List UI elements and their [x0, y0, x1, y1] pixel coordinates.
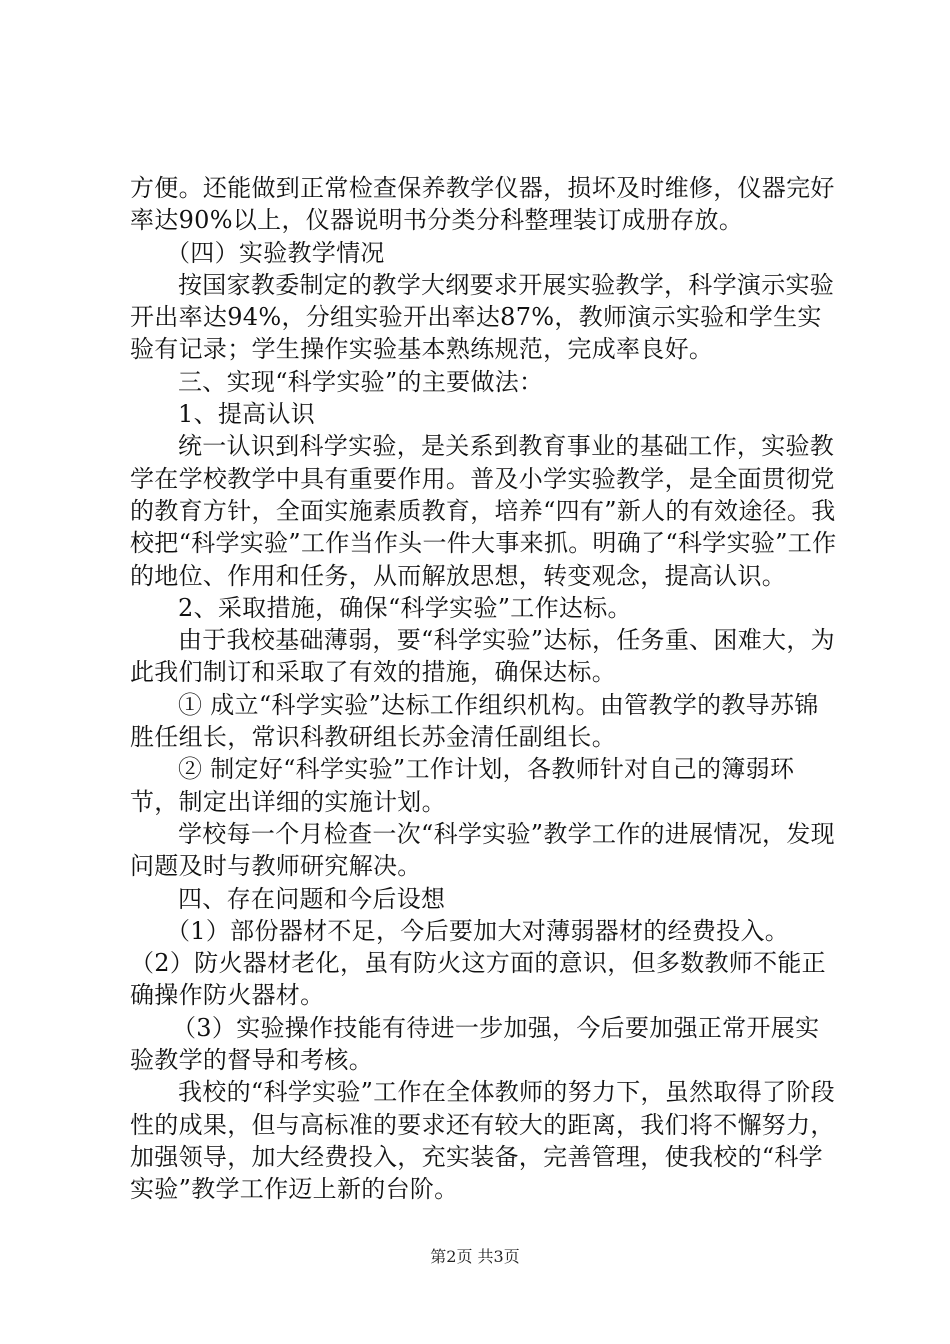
- paragraph-measures-intro: 由于我校基础薄弱，要“科学实验”达标，任务重、困难大，为此我们制订和采取了有效的措施，确保达标。: [130, 626, 835, 687]
- list-item-problem-3: （3）实验操作技能有待进一步加强，今后要加强正常开展实验教学的督导和考核。: [130, 1013, 820, 1075]
- heading-main-methods: 三、实现“科学实验”的主要做法：: [178, 367, 544, 396]
- heading-take-measures: 2、采取措施，确保“科学实验”工作达标。: [178, 593, 632, 622]
- list-item-problem-1: （1）部份器材不足，今后要加大对薄弱器材的经费投入。: [166, 916, 790, 945]
- paragraph-conclusion: 我校的“科学实验”工作在全体教师的努力下，虽然取得了阶段性的成果，但与高标准的要求还有较大的距离，我们将不懈努力，加强领导，加大经费投入，充实装备，完善管理，使我校的“科学实验”教学工作迈上新的台阶。: [130, 1078, 835, 1204]
- heading-section-4: （四）实验教学情况: [166, 238, 385, 267]
- paragraph-continuation: 方便。还能做到正常检查保养教学仪器，损坏及时维修，仪器完好率达90%以上，仪器说明书分类分科整理装订成册存放。: [130, 174, 835, 235]
- document-body: [130, 172, 842, 1206]
- heading-problems: 四、存在问题和今后设想: [178, 884, 446, 913]
- list-item-work-plan: ② 制定好“科学实验”工作计划，各教师针对自己的簿弱环节，制定出详细的实施计划。: [130, 755, 795, 816]
- list-item-problem-2: （2）防火器材老化，虽有防火这方面的意识，但多数教师不能正确操作防火器材。: [130, 949, 826, 1010]
- list-item-organization: ① 成立“科学实验”达标工作组织机构。由管教学的教导苏锦胜任组长，常识科教研组长苏金清任副组长。: [130, 690, 819, 752]
- paragraph-experiment-teaching: 按国家教委制定的教学大纲要求开展实验教学，科学演示实验开出率达94%，分组实验开出率达87%，教师演示实验和学生实验有记录；学生操作实验基本熟练规范，完成率良好。: [130, 270, 835, 364]
- page-footer: [0, 1244, 950, 1267]
- paragraph-awareness: 统一认识到科学实验，是关系到教育事业的基础工作，实验教学在学校教学中具有重要作用。普及小学实验教学，是全面贯彻党的教育方针，全面实施素质教育，培养“四有”新人的有效途径。我校把“科学实验”工作当作头一件大事来抓。明确了“科学实验”工作的地位、作用和任务，从而解放思想，转变观念，提高认识。: [130, 432, 837, 590]
- paragraph-monthly-check: 学校每一个月检查一次“科学实验”教学工作的进展情况，发现问题及时与教师研究解决。: [130, 819, 835, 881]
- heading-raise-awareness: 1、提高认识: [178, 400, 316, 429]
- page-number-label: 第2页 共3页: [430, 1247, 520, 1266]
